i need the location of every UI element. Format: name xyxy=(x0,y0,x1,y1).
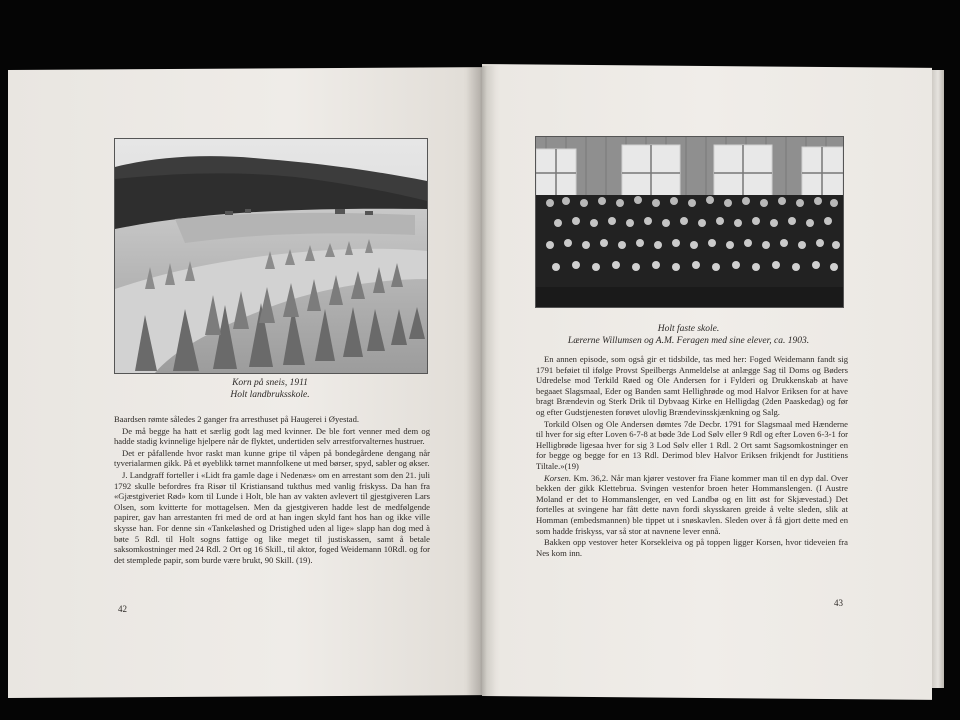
book-gutter xyxy=(466,66,496,700)
photo-grain-sheaves xyxy=(114,138,428,374)
caption-right-line2: Lærerne Willumsen og A.M. Feragen med sine elever, ca. 1903. xyxy=(567,335,810,346)
paragraph: Bakken opp vestover heter Korsekleiva og på toppen ligger Korsen, hvor tideveien fra Nes kom inn. xyxy=(536,537,848,558)
caption-right-line1: Holt faste skole. xyxy=(657,324,720,334)
school-class-illustration xyxy=(536,137,843,307)
left-page-body xyxy=(114,414,430,566)
page-number-left: 42 xyxy=(118,604,127,614)
caption-left-line1: Korn på sneis, 1911 xyxy=(232,378,308,388)
photo-school-class xyxy=(535,136,844,308)
paragraph: De må begge ha hatt et særlig godt lag med kvinner. De ble fort venner med dem og hadde stadig kvinnelige hjelpere når de flyktet, undertiden selv arrestforvalternes hustruer. xyxy=(114,425,430,447)
page-number-right: 43 xyxy=(834,598,843,608)
page-edges xyxy=(932,70,944,688)
korsen-label: Korsen. xyxy=(544,472,571,483)
paragraph: Torkild Olsen og Ole Andersen dømtes 7de Decbr. 1791 for Slagsmaal med Hænderne til hver for sig efter Loven 6-7-8 at bøde 3de Lod Sølv eller 9 Rdl og efter Loven 6-3-1 for Helligbrøde ligesaa hver for sig 3 Lod Sølv eller 1 Rdl. 2 Ort samt Sagsomkostninger en for begge og begge for en 13 Rdl. Derimod blev Halvor Eriksen frikjendt for Justitiens Tiltale.»(19) xyxy=(536,418,848,471)
paragraph: J. Landgraff forteller i «Lidt fra gamle dage i Nedenæs» om en arrestant som den 21. juli 1792 skulle befordres fra Risør til Kristiansand tukthus med vanlig friskyss. Da han fra «Gjæstgiveriet Rød» kom til Lunde i Holt, ble han av vakten avlevert til gjestgiveren Lars Olsen, som kvitterte for mottagelsen. Men da gjestgiveren hadde lest de medfølgende papirer, gav han arrestanten fri med de ord at han ingen skyld fant hos han og ikke ville skysse han. For denne sin «Tankeløshed og Dristighed uden al lige» slapp han dog med à bøte 5 Rdl. til Holt sogns fattige og like meget til justiskassen, samt å betale saksomkostninger med 24 Rdl. 2 Ort og 16 Skill., til aktor, foged Weidemann 10Rdl. og for det stemplede papir, som burde være brukt, 90 Skill. (19). xyxy=(114,469,430,565)
caption-left-photo xyxy=(114,378,426,401)
paragraph: Baardsen rømte således 2 ganger fra arresthuset på Haugerei i Øyestad. xyxy=(114,414,360,424)
caption-right-photo xyxy=(535,324,842,347)
grain-sheaves-illustration xyxy=(115,139,427,373)
paragraph-korsen xyxy=(536,473,848,537)
right-page-body xyxy=(536,354,848,559)
caption-left-line2: Holt landbruksskole. xyxy=(230,389,310,400)
paragraph: Det er påfallende hvor raskt man kunne gripe til våpen på bondegårdene dengang når tyverialarmen gikk. På et øyeblikk tørnet mannfolkene ut med børser, spyd, sabler og økser. xyxy=(114,447,430,469)
paragraph-text: Km. 36,2. Når man kjører vestover fra Fiane kommer man til en dyp dal. Over bekken der gikk Klettebrua. Svingen vestenfor broen heter Hommanslengen. (I Austre Moland er det to Hommanslenger, en ved Landbø og en litt øst for Skjævestad.) Det fortelles at svingene har fått dette navn fordi skysskaren greide å velte sleden, slik at Homman (embedsmannen) ble tippet ut i snøskavlen. Sleden over å få gjort dette med en som hadde friskyss, var så stor at navnene lever ennå. xyxy=(536,472,848,536)
paragraph: En annen episode, som også gir et tidsbilde, tas med her: Foged Weidemann fandt sig 1791 beføiet til ifølge Provst Speilbergs Anmeldelse at anlægge Sag til Doms og Bøders Udredelse mod Terkild Røed og Ole Andersen for i Fylderi og Drukkenskab at have begaaet Slagsmaal, Eder og Banden samt Hellighrøde og mod Halvor Eriksen for at have bragt Brændevin og Sterk Drik til Dybvaag Kirke en Helligdag (2den Paaskedag) og før og efter Gudstjenesten forøvet ulovlig Brændevinsskjænkning og Salg. xyxy=(536,354,848,417)
